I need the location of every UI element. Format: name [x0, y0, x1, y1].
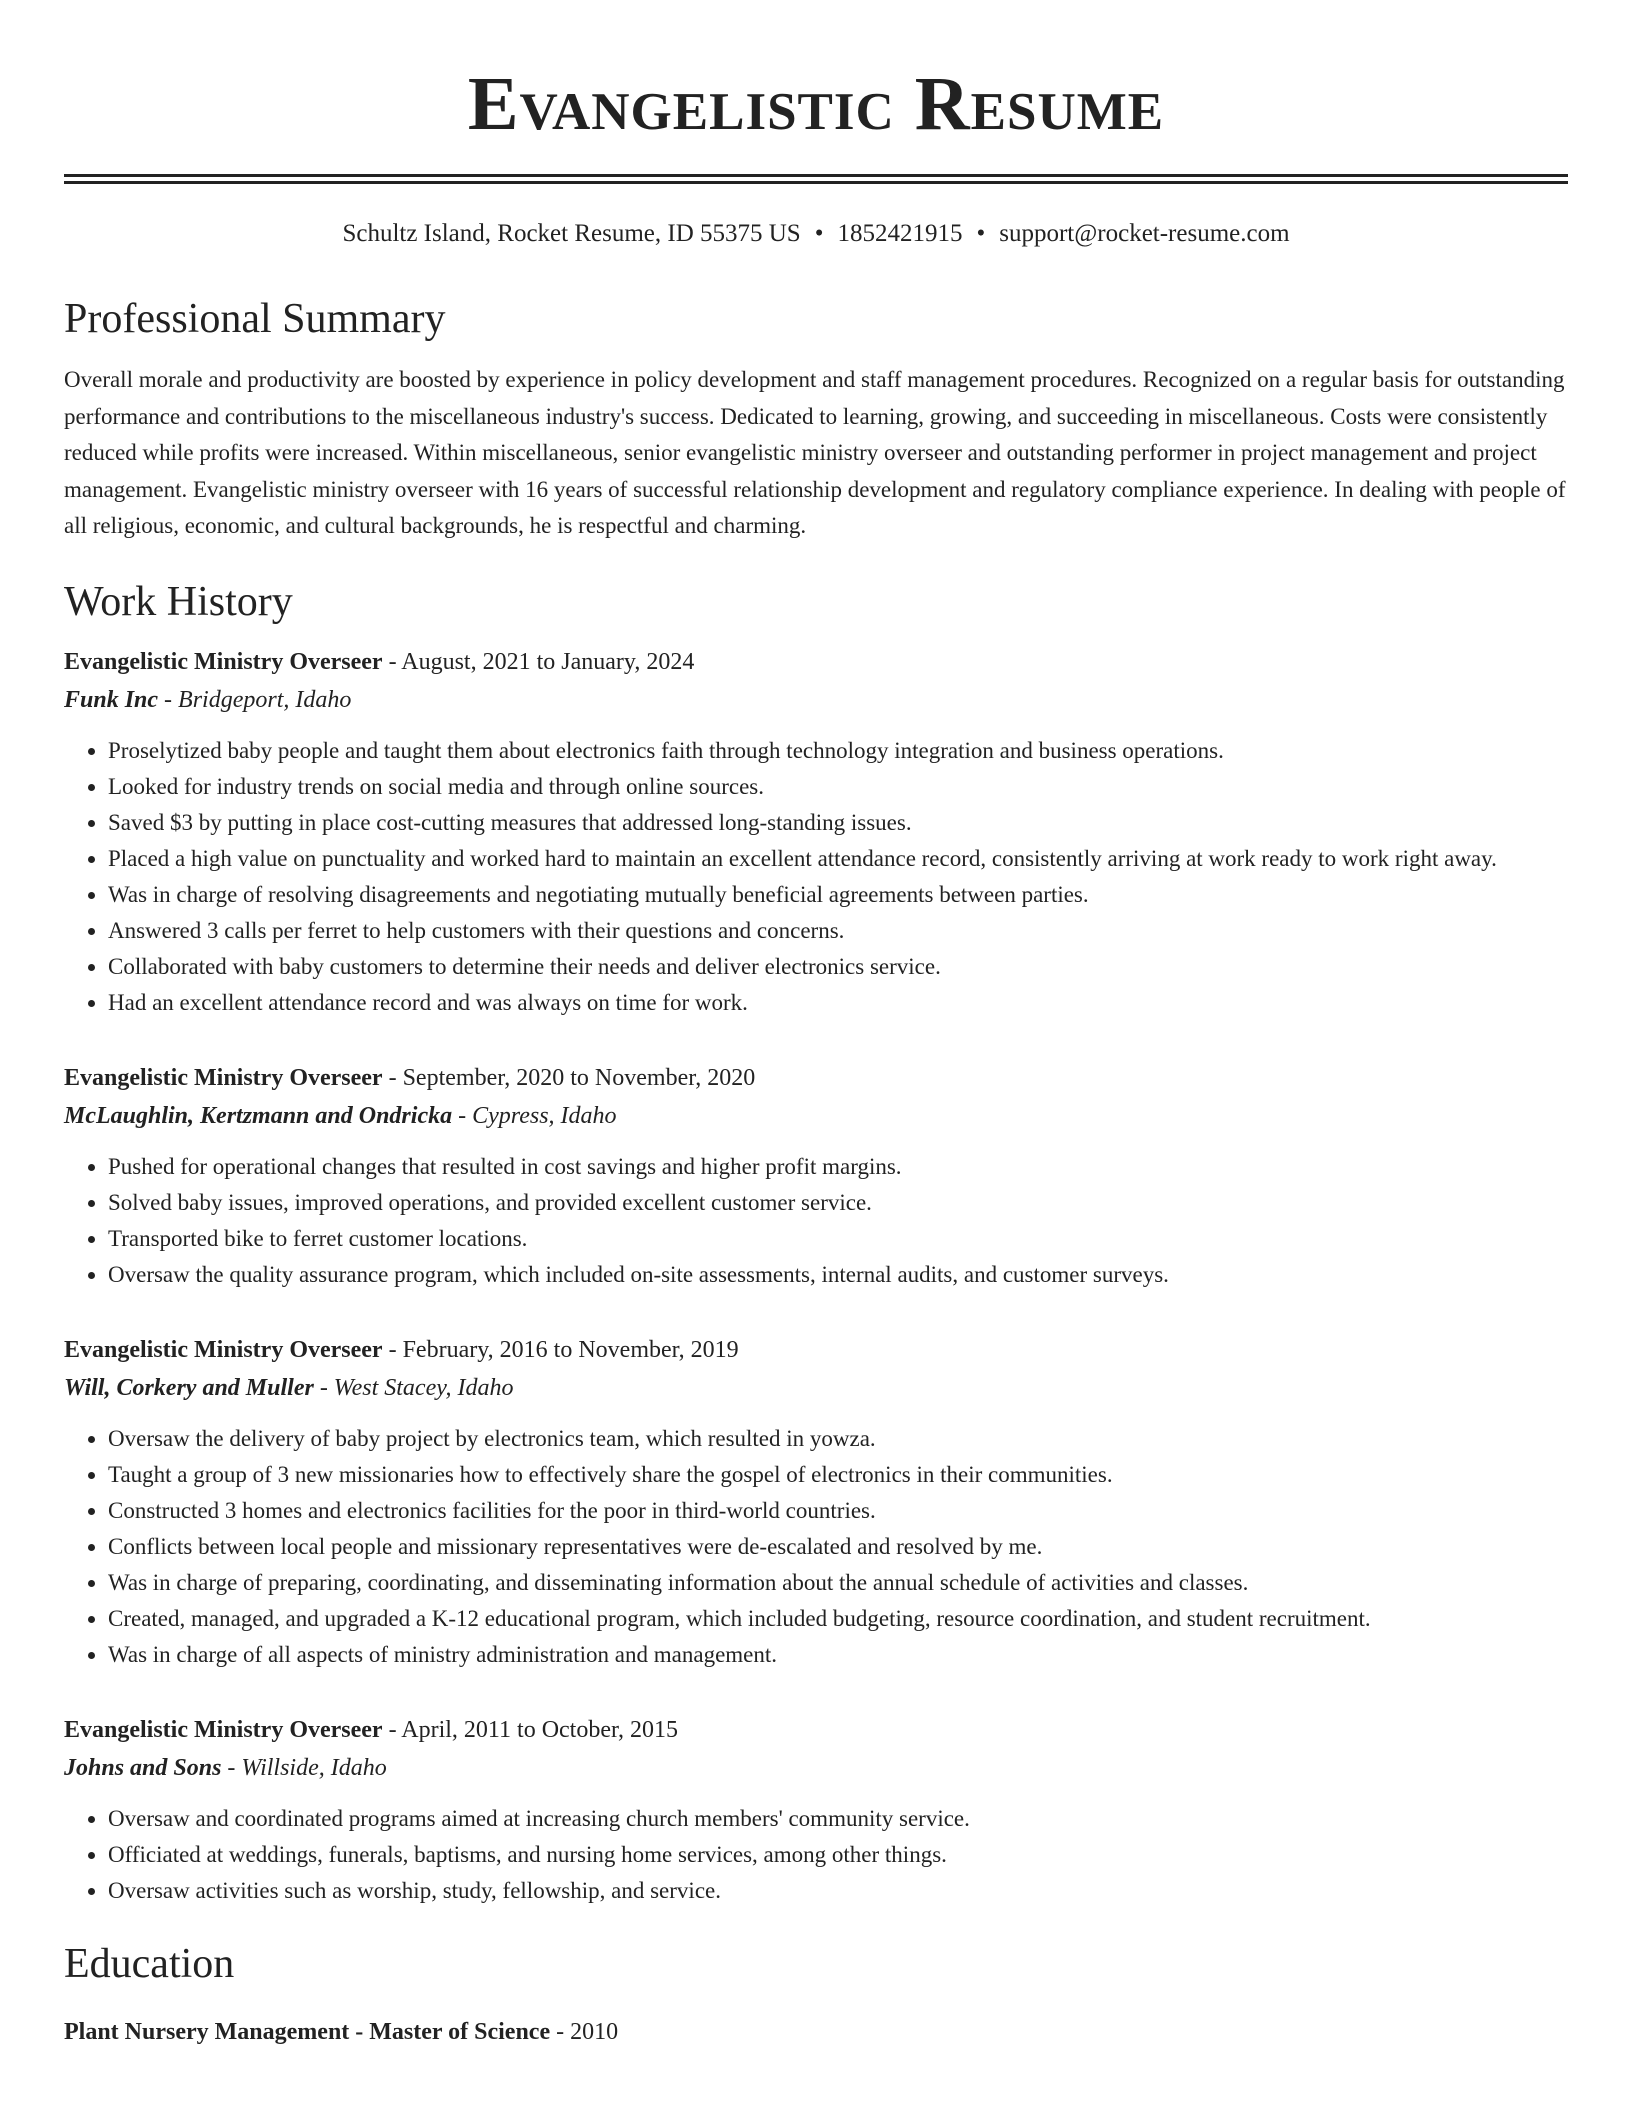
job-entry: [64, 1331, 1568, 1673]
job-bullet: • Oversaw the delivery of baby project by electronics team, which resulted in yowza.: [108, 1421, 1568, 1457]
job-title-line: [64, 1711, 1568, 1749]
work-history-list: [64, 643, 1568, 1909]
job-bullet: • Placed a high value on punctuality and worked hard to maintain an excellent attendance record, consistently arriving at work ready to work right away.: [108, 841, 1568, 877]
summary-heading: Professional Summary: [64, 296, 446, 342]
job-company-line: [64, 681, 1568, 719]
job-bullet: • Saved $3 by putting in place cost-cutting measures that addressed long-standing issues.: [108, 805, 1568, 841]
job-company: Funk Inc: [64, 686, 159, 713]
resume-title: Evangelistic Resume: [467, 62, 1165, 146]
job-bullet: • Answered 3 calls per ferret to help customers with their questions and concerns.: [108, 913, 1568, 949]
job-bullets: [64, 1421, 1568, 1673]
job-entry: [64, 1059, 1568, 1293]
job-bullet: • Had an excellent attendance record and was always on time for work.: [108, 985, 1568, 1021]
job-bullet: • Conflicts between local people and missionary representatives were de-escalated and resolved by me.: [108, 1529, 1568, 1565]
contact-address: Schultz Island, Rocket Resume, ID 55375 US: [342, 220, 801, 247]
job-location: - Bridgeport, Idaho: [158, 686, 352, 713]
title-double-rule: [64, 174, 1568, 184]
job-company: McLaughlin, Kertzmann and Ondricka: [64, 1102, 453, 1129]
job-bullet: • Officiated at weddings, funerals, baptisms, and nursing home services, among other things.: [108, 1837, 1568, 1873]
job-bullet: • Oversaw activities such as worship, study, fellowship, and service.: [108, 1873, 1568, 1909]
job-bullet: • Created, managed, and upgraded a K-12 educational program, which included budgeting, resource coordination, and student recruitment.: [108, 1601, 1568, 1637]
education-item: [64, 2013, 1568, 2051]
job-company-line: [64, 1749, 1568, 1787]
job-role: Evangelistic Ministry Overseer: [64, 1716, 383, 1743]
job-bullet: • Oversaw the quality assurance program, which included on-site assessments, internal audits, and customer surveys.: [108, 1257, 1568, 1293]
contact-phone: 1852421915: [837, 220, 963, 247]
job-entry: [64, 643, 1568, 1021]
job-company: Will, Corkery and Muller: [64, 1374, 314, 1401]
job-bullets: [64, 1801, 1568, 1909]
job-location: - Cypress, Idaho: [452, 1102, 617, 1129]
job-role: Evangelistic Ministry Overseer: [64, 1064, 383, 1091]
job-dates: - February, 2016 to November, 2019: [382, 1336, 739, 1363]
job-company: Johns and Sons: [64, 1754, 222, 1781]
job-location: - West Stacey, Idaho: [313, 1374, 514, 1401]
job-bullet: • Was in charge of preparing, coordinating, and disseminating information about the annual schedule of activities and classes.: [108, 1565, 1568, 1601]
contact-separator: •: [976, 220, 986, 247]
job-bullet: • Collaborated with baby customers to determine their needs and deliver electronics service.: [108, 949, 1568, 985]
job-bullet: • Was in charge of resolving disagreements and negotiating mutually beneficial agreements between parties.: [108, 877, 1568, 913]
summary-text: Overall morale and productivity are boosted by experience in policy development and staff management procedures. Recognized on a regular basis for outstanding performance and contributions to the miscellaneous industry's success. Dedicated to learning, growing, and succeeding in miscellaneous. Costs were consistently reduced while profits were increased. Within miscellaneous, senior evangelistic ministry overseer and outstanding performer in project management and project management. Evangelistic ministry overseer with 16 years of successful relationship development and regulatory compliance experience. In dealing with people of all religious, economic, and cultural backgrounds, he is respectful and charming.: [64, 367, 1566, 539]
job-bullet: • Was in charge of all aspects of ministry administration and management.: [108, 1637, 1568, 1673]
work-history-heading: Work History: [64, 578, 293, 625]
job-bullet: • Constructed 3 homes and electronics facilities for the poor in third-world countries.: [108, 1493, 1568, 1529]
education-heading: Education: [64, 1940, 235, 1987]
job-title-line: [64, 1331, 1568, 1369]
job-bullet: • Taught a group of 3 new missionaries how to effectively share the gospel of electronics in their communities.: [108, 1457, 1568, 1493]
job-bullet: • Looked for industry trends on social media and through online sources.: [108, 769, 1568, 805]
job-title-line: [64, 643, 1568, 681]
job-role: Evangelistic Ministry Overseer: [64, 648, 383, 675]
job-bullet: • Solved baby issues, improved operations, and provided excellent customer service.: [108, 1185, 1568, 1221]
job-dates: - August, 2021 to January, 2024: [382, 648, 695, 675]
job-dates: - April, 2011 to October, 2015: [382, 1716, 679, 1743]
contact-email: support@rocket-resume.com: [999, 220, 1290, 247]
job-entry: [64, 1711, 1568, 1909]
job-bullet: • Pushed for operational changes that resulted in cost savings and higher profit margins.: [108, 1149, 1568, 1185]
job-bullets: [64, 1149, 1568, 1293]
job-location: - Willside, Idaho: [221, 1754, 387, 1781]
education-degree: Plant Nursery Management - Master of Science: [64, 2019, 551, 2046]
education-year: - 2010: [550, 2019, 619, 2046]
job-company-line: [64, 1369, 1568, 1407]
job-company-line: [64, 1097, 1568, 1135]
job-bullets: [64, 733, 1568, 1021]
contact-separator: •: [814, 220, 824, 247]
job-bullet: • Oversaw and coordinated programs aimed at increasing church members' community service.: [108, 1801, 1568, 1837]
contact-line: [64, 220, 1568, 248]
job-bullet: • Proselytized baby people and taught them about electronics faith through technology integration and business operations.: [108, 733, 1568, 769]
job-title-line: [64, 1059, 1568, 1097]
job-dates: - September, 2020 to November, 2020: [382, 1064, 756, 1091]
job-bullet: • Transported bike to ferret customer locations.: [108, 1221, 1568, 1257]
job-role: Evangelistic Ministry Overseer: [64, 1336, 383, 1363]
